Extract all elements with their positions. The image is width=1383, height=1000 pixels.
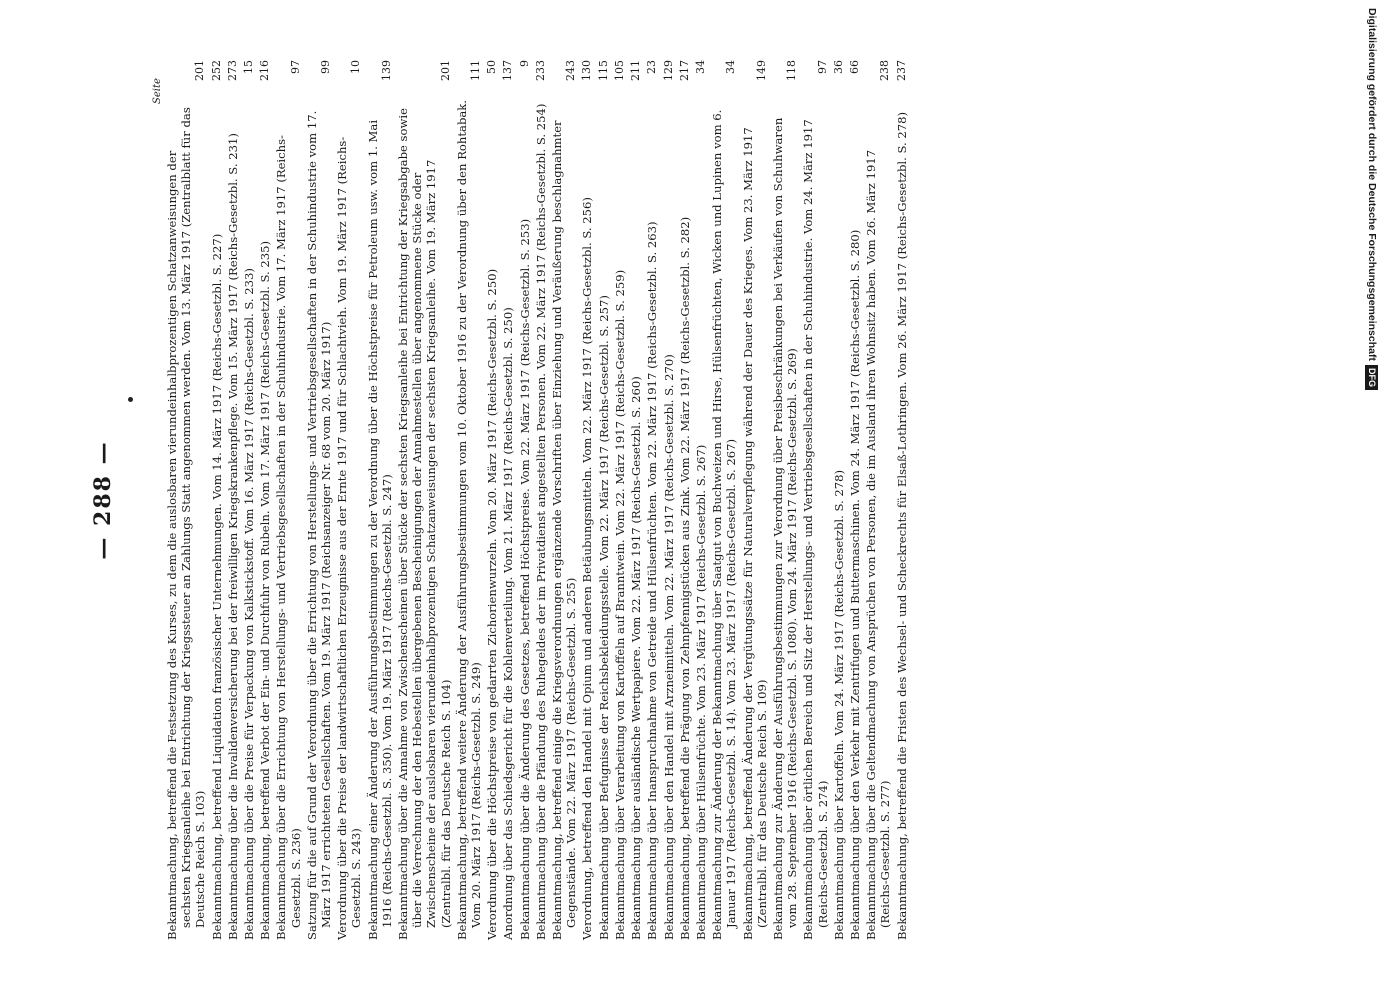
entry-page-number: 111 [469,60,483,81]
entry-page-number: 99 [319,60,333,74]
entry-text: Bekanntmachung über Hülsenfrüchte. Vom 23. März 1917 (Reichs-Gesetzbl. S. 267) [693,444,708,940]
list-item [242,60,256,940]
list-item [210,60,224,940]
entry-page-number: 237 [894,60,908,81]
list-item [613,60,627,940]
entry-text: Bekanntmachung über die Annahme von Zwischenscheinen über Stücke der sechsten Kriegsanleihe bei Entrichtung der Kriegsabgabe sowie über die Verrechnung der den Hebestellen übergebenen Bescheinigungen der Annahmestellen über angenommene Stücke oder Zwischenscheine der auslosbaren vierundeinhalbprozentigen Schatzanweisungen der sechsten Kriegsanleihe. Vom 19. März 1917 (Zentralbl. für das Deutsche Reich S. 104) [396,108,453,940]
entry-text: Bekanntmachung über den Verkehr mit Zentrifugen und Buttermaschinen. Vom 24. März 1917 (Reichs-Gesetzbl. S. 280) [847,229,862,940]
list-item [662,60,676,940]
list-item [165,60,208,940]
entry-text: Verordnung über die Höchstpreise von gedarrten Zichorienwurzeln. Vom 20. März 1917 (Reichs-Gesetzbl. S. 250) [485,268,500,940]
entry-page-number: 50 [485,60,499,74]
entry-text: Bekanntmachung über Verarbeitung von Kartoffeln auf Branntwein. Vom 22. März 1917 (Reichs-Gesetzbl. S. 259) [612,269,627,940]
printing-speck [128,397,133,402]
entry-page-number: 252 [209,60,223,81]
entry-text: Bekanntmachung über die Preise für Verpackung von Kalkstickstoff. Vom 16. März 1917 (Reichs-Gesetzbl. S. 233) [242,268,257,940]
entry-text: Bekanntmachung einer Änderung der Ausführungsbestimmungen zu der Verordnung über die Höchstpreise für Petroleum usw. vom 1. Mai 1916 (Reichs-Gesetzbl. S. 350). Vom 19. März 1917 (Reichs-Gesetzbl. S. 247) [365,119,394,940]
entry-page-number: 36 [831,60,845,74]
entry-page-number: 10 [349,60,363,74]
list-item [645,60,659,940]
entry-page-number: 216 [258,60,272,81]
entry-list [165,60,911,940]
page-number: — 288 — [90,440,116,560]
dfg-logo: DFG [1366,365,1379,390]
entry-text: Bekanntmachung über Inanspruchnahme von Getreide und Hülsenfrüchten. Vom 22. März 1917 (Reichs-Gesetzbl. S. 263) [645,221,660,940]
entry-page-number: 217 [677,60,691,81]
entry-page-number: 149 [754,60,768,81]
list-item [580,60,594,940]
entry-page-number: 139 [379,60,393,81]
list-item [501,60,515,940]
list-item [832,60,846,940]
list-item [396,60,453,940]
entry-page-number: 9 [517,60,531,67]
entry-text: Bekanntmachung über die Errichtung von Herstellungs- und Vertriebsgesellschaften in der Schuhindustrie. Vom 17. März 1917 (Reichs-Gesetzbl. S. 236) [274,135,303,940]
list-item [226,60,240,940]
column-header-seite: Seite [152,78,163,104]
entry-text: Bekanntmachung über Kartoffeln. Vom 24. März 1917 (Reichs-Gesetzbl. S. 278) [831,470,846,940]
list-item [771,60,799,940]
list-item [710,60,738,940]
list-item [335,60,363,940]
entry-text: Bekanntmachung zur Änderung der Ausführungsbestimmungen zur Verordnung über Preisbeschränkungen bei Verkäufen von Schuhwaren vom 28. September 1916 (Reichs-Gesetzbl. S. 1080). Vom 24. März 1917 (Reichs-Gesetzbl. S. 269) [770,117,800,940]
entry-text: Bekanntmachung über die Invalidenversicherung bei der freiwilligen Kriegskrankenpflege. Vom 15. März 1917 (Reichs-Gesetzbl. S. 231) [225,133,240,940]
list-item [518,60,532,940]
entry-page-number: 105 [612,60,626,81]
entry-text: Bekanntmachung über die Änderung des Gesetzes, betreffend Höchstpreise. Vom 22. März 1917 (Reichs-Gesetzbl. S. 253) [517,218,532,940]
list-item [629,60,643,940]
entry-text: Bekanntmachung zur Änderung der Bekanntmachung über Saatgut von Buchweizen und Hirse, Hülsenfrüchten, Wicken und Lupinen vom 6. Januar 1917 (Reichs-Gesetzbl. S. 14). Vom 23. März 1917 (Reichs-Gesetzbl. S. 267) [710,109,739,940]
entry-text: Satzung für die auf Grund der Verordnung über die Errichtung von Herstellungs- und Vertriebsgesellschaften in der Schuhindustrie vom 17. März 1917 errichteten Gesellschaften. Vom 19. März 1917 (Reichsanzeiger Nr. 68 vom 20. März 1917) [304,110,334,940]
entry-text: Bekanntmachung, betreffend Verbot der Ein- und Durchfuhr von Rubeln. Vom 17. März 1917 (Reichs-Gesetzbl. S. 235) [258,241,273,940]
list-item [597,60,611,940]
entry-page-number: 34 [724,60,738,74]
list-item [305,60,333,940]
entry-page-number: 129 [661,60,675,81]
credit-text: Digitalisierung gefördert durch die Deutsche Forschungsgemeinschaft [1366,8,1378,361]
entry-text: Anordnung über das Schiedsgericht für die Kohlenverteilung. Vom 21. März 1917 (Reichs-Gesetzbl. S. 250) [501,307,516,940]
entry-page-number: 201 [438,60,452,81]
entry-text: Bekanntmachung, betreffend Liquidation französischer Unternehmungen. Vom 14. März 1917 (Reichs-Gesetzbl. S. 227) [209,233,224,940]
entry-text: Bekanntmachung, betreffend die Festsetzung des Kurses, zu dem die auslosbaren vierundeinhalbprozentigen Schatzanweisungen der sechsten Kriegsanleihe bei Entrichtung der Kriegssteuer an Zahlungs Statt angenommen werden. Vom 13. März 1917 (Zentralblatt für das Deutsche Reich S. 103) [165,107,208,940]
list-item [455,60,483,940]
list-item [274,60,302,940]
list-item [678,60,692,940]
entry-text: Bekanntmachung, betreffend Änderung der Vergütungssätze für Naturalverpflegung während der Dauer des Krieges. Vom 23. März 1917 (Zentralbl. für das Deutsche Reich S. 109) [740,127,769,940]
entry-text: Bekanntmachung über ausländische Wertpapiere. Vom 22. März 1917 (Reichs-Gesetzbl. S. 260) [629,376,644,940]
list-item [258,60,272,940]
list-item [895,60,909,940]
entry-page-number: 211 [629,60,643,81]
entry-page-number: 243 [564,60,578,81]
list-item [366,60,394,940]
list-item [741,60,769,940]
entry-page-number: 15 [242,60,256,74]
entry-page-number: 34 [693,60,707,74]
entry-page-number: 66 [847,60,861,74]
list-item [550,60,578,940]
entry-page-number: 115 [596,60,610,81]
entry-text: Bekanntmachung über die Geltendmachung von Ansprüchen von Personen, die im Ausland ihren Wohnsitz haben. Vom 26. März 1917 (Reichs-Gesetzbl. S. 277) [864,149,893,940]
entry-page-number: 238 [878,60,892,81]
entry-text: Bekanntmachung, betreffend weitere Änderung der Ausführungsbestimmungen vom 10. Oktober 1916 zu der Verordnung über den Rohtabak. Vom 20. März 1917 (Reichs-Gesetzbl. S. 249) [454,100,484,940]
entry-text: Bekanntmachung, betreffend die Fristen des Wechsel- und Scheckrechts für Elsaß-Lothringen. Vom 26. März 1917 (Reichs-Gesetzbl. S. 278) [894,111,909,940]
entry-text: Bekanntmachung über örtlichen Bereich und Sitz der Herstellungs- und Vertriebsgesellschaften in der Schuhindustrie. Vom 24. März 1917 (Reichs-Gesetzbl. S. 274) [801,119,830,940]
entry-text: Bekanntmachung, betreffend einige die Kriegsverordnungen ergänzende Vorschriften über Einziehung und Veräußerung beschlagnahmter Gegenstände. Vom 22. März 1917 (Reichs-Gesetzbl. S. 255) [550,120,579,940]
entry-page-number: 273 [225,60,239,81]
entry-page-number: 233 [533,60,547,81]
entry-text: Verordnung, betreffend den Handel mit Opium und anderen Betäubungsmitteln. Vom 22. März 1917 (Reichs-Gesetzbl. S. 256) [580,197,595,940]
entry-page-number: 137 [501,60,515,81]
entry-text: Verordnung über die Preise der landwirtschaftlichen Erzeugnisse aus der Ernte 1917 und für Schlachtvieh. Vom 19. März 1917 (Reichs-Gesetzbl. S. 243) [335,136,364,940]
list-item [534,60,548,940]
list-item [694,60,708,940]
entry-text: Bekanntmachung, betreffend die Prägung von Zehnpfennigstücken aus Zink. Vom 22. März 1917 (Reichs-Gesetzbl. S. 282) [677,216,692,940]
entry-page-number: 23 [645,60,659,74]
entry-page-number: 201 [193,60,207,81]
list-item [485,60,499,940]
entry-page-number: 130 [580,60,594,81]
list-item [848,60,862,940]
list-item [864,60,892,940]
entry-page-number: 118 [785,60,799,81]
entry-text: Bekanntmachung über die Pfändung des Ruhegeldes der im Privatdienst angestellten Personen. Vom 22. März 1917 (Reichs-Gesetzbl. S. 254) [533,103,548,940]
list-item [801,60,829,940]
entry-page-number: 97 [815,60,829,74]
entry-text: Bekanntmachung über Befugnisse der Reichsbekleidungsstelle. Vom 22. März 1917 (Reichs-Gesetzbl. S. 257) [596,295,611,940]
digitization-credit [1364,8,1380,808]
entry-text: Bekanntmachung über den Handel mit Arzneimitteln. Vom 22. März 1917 (Reichs-Gesetzbl. S. 270) [661,354,676,940]
entry-page-number: 97 [288,60,302,74]
